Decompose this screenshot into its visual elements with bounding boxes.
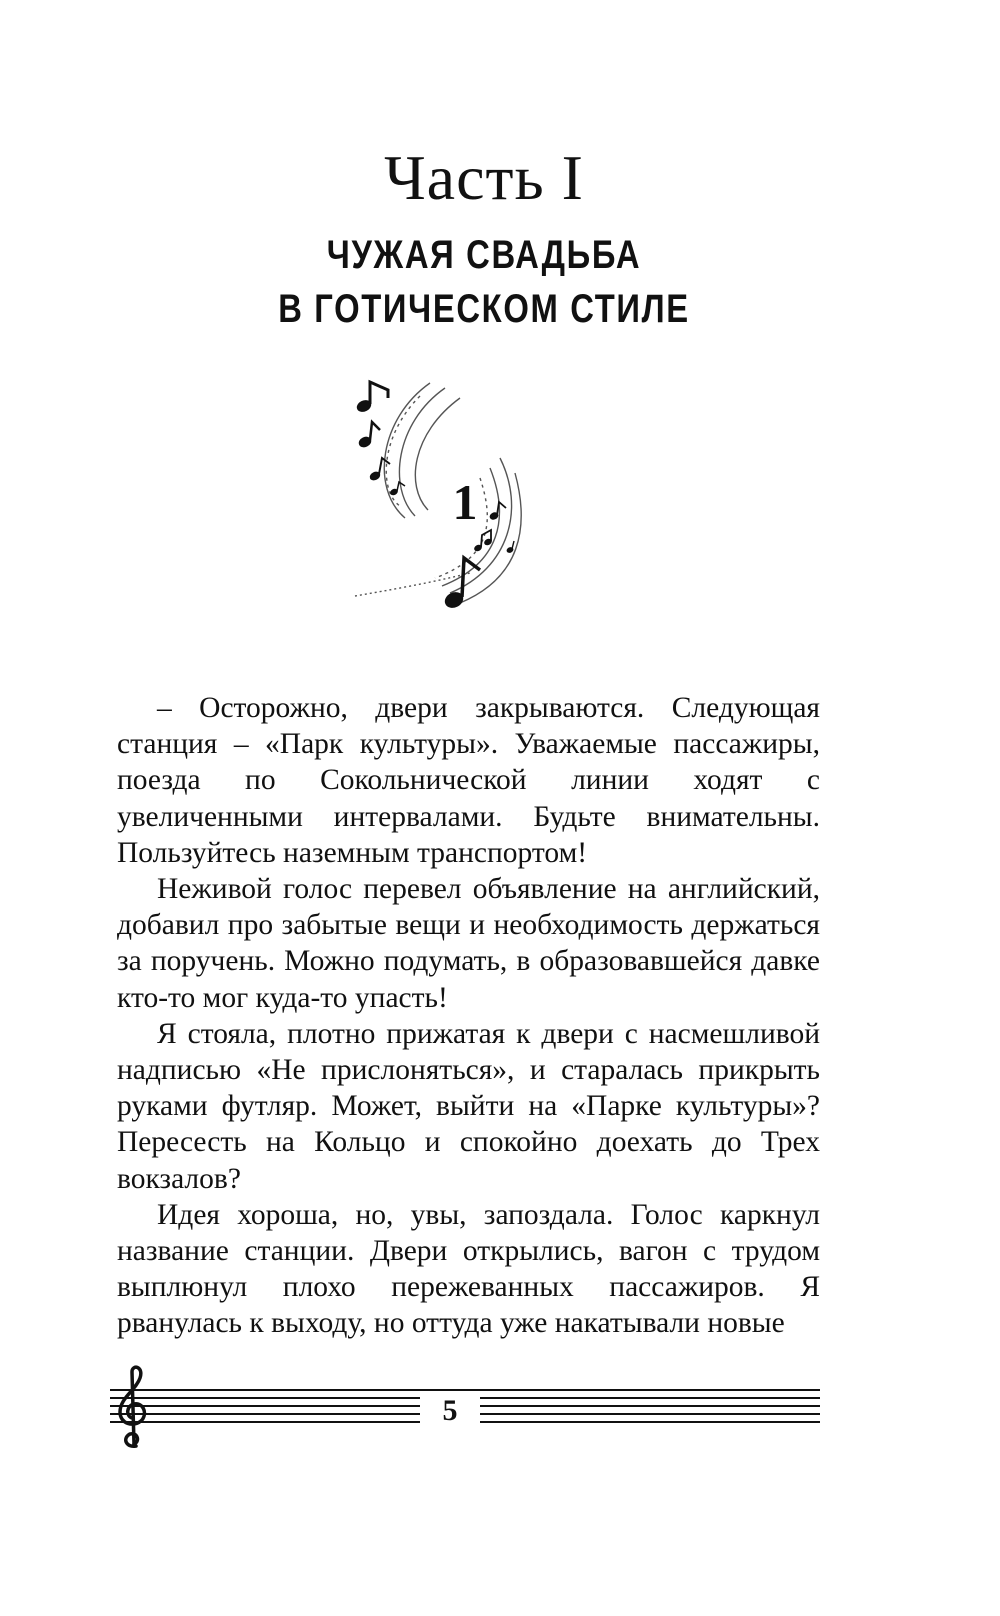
part-subtitle-line-1: ЧУЖАЯ СВАДЬБА bbox=[326, 233, 642, 277]
page-number: 5 bbox=[420, 1394, 480, 1428]
body-text bbox=[117, 690, 820, 1342]
chapter-number: 1 bbox=[452, 474, 478, 530]
part-subtitle-line-2: В ГОТИЧЕСКОМ СТИЛЕ bbox=[278, 287, 690, 331]
paragraph-2: Неживой голос перевел объявление на английский, добавил про забытые вещи и необходимость держаться за поручень. Можно подумать, в образовавшейся давке кто-то мог куда-то упасть! bbox=[117, 873, 820, 1014]
paragraph-4: Идея хороша, но, увы, запоздала. Голос каркнул название станции. Двери открылись, вагон с трудом выплюнул плохо пережеванных пассажиров. Я рванулась к выходу, но оттуда уже накатывали новые bbox=[117, 1198, 820, 1340]
paragraph-3: Я стояла, плотно прижатая к двери с насмешливой надписью «Не прислоняться», и старалась прикрыть руками футляр. Может, выйти на «Парке культуры»? Пересесть на Кольцо и спокойно доехать до Трех вокзалов? bbox=[117, 1017, 820, 1195]
paragraph-1: – Осторожно, двери закрываются. Следующая станция – «Парк культуры». Уважаемые пассажиры, поезда по Сокольнической линии ходят с увеличенными интервалами. Будьте внимательны. Пользуйтесь наземным транспортом! bbox=[117, 692, 820, 869]
part-subtitle bbox=[87, 228, 881, 336]
part-title: Часть I bbox=[384, 142, 584, 213]
